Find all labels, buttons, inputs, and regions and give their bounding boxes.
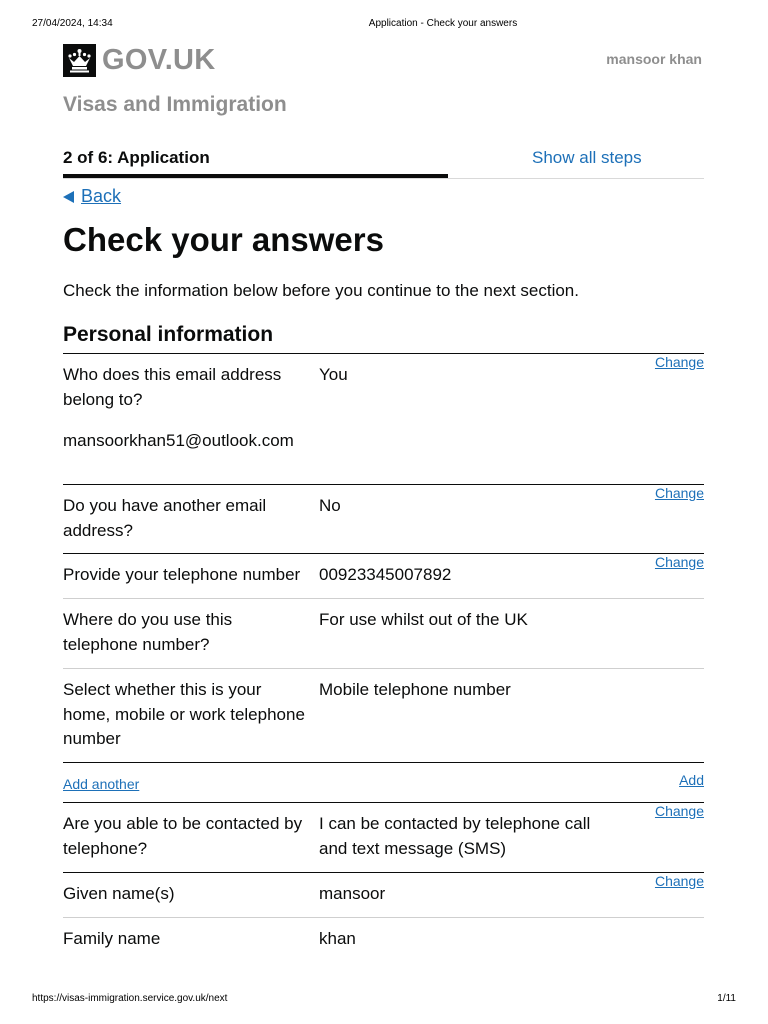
progress-bar [63,174,448,178]
page-intro: Check the information below before you continue to the next section. [63,281,579,300]
print-timestamp: 27/04/2024, 14:34 [32,18,113,29]
page-title: Check your answers [63,221,384,258]
back-link-label: Back [81,186,122,206]
show-all-steps-link[interactable]: Show all steps [532,148,642,167]
change-link[interactable]: Change [654,485,704,501]
summary-row-telephone [63,553,704,598]
summary-row-add-another [63,762,704,802]
summary-value: You [319,365,348,384]
summary-value: Mobile telephone number [319,680,511,699]
summary-list [63,353,704,962]
change-link[interactable]: Change [654,873,704,889]
step-indicator: 2 of 6: Application [63,148,210,167]
summary-key: Are you able to be contacted by telephone? [63,814,303,858]
summary-value: I can be contacted by telephone call and text message (SMS) [319,814,591,858]
summary-row-another-email [63,484,704,553]
summary-key: Where do you use this telephone number? [63,610,233,654]
user-name[interactable]: mansoor khan [606,51,702,67]
summary-row-family-name [63,917,704,962]
back-link[interactable] [63,186,121,207]
print-page-number: 1/11 [717,993,736,1004]
summary-row-email-owner [63,353,704,484]
summary-key: Select whether this is your home, mobile or work telephone number [63,680,305,748]
summary-key: Provide your telephone number [63,565,301,584]
summary-value: khan [319,929,356,948]
print-page-title: Application - Check your answers [368,18,518,29]
print-header [0,18,768,32]
summary-key: Do you have another email address? [63,496,267,540]
summary-value: For use whilst out of the UK [319,610,528,629]
add-another-link[interactable]: Add another [63,776,140,792]
summary-email-value: mansoorkhan51@outlook.com [63,431,294,450]
back-arrow-icon [63,191,74,203]
crown-icon [63,44,96,77]
change-link[interactable]: Change [654,554,704,570]
summary-value: No [319,496,341,515]
add-link[interactable]: Add [679,772,704,788]
summary-row-contact-by-telephone [63,802,704,872]
change-link[interactable]: Change [654,803,704,819]
summary-row-telephone-use [63,598,704,668]
summary-row-telephone-type [63,668,704,762]
summary-key: Given name(s) [63,884,175,903]
summary-key: Who does this email address belong to? [63,365,282,409]
section-title: Personal information [63,323,274,346]
summary-key: Family name [63,929,161,948]
govuk-logo[interactable] [63,44,216,77]
change-link[interactable]: Change [654,354,704,370]
summary-value: mansoor [319,884,386,903]
print-url: https://visas-immigration.service.gov.uk/next [32,993,228,1004]
service-name[interactable]: Visas and Immigration [63,93,287,116]
govuk-logo-text: GOV.UK [102,44,216,76]
summary-value: 00923345007892 [319,565,452,584]
progress-track [63,178,704,179]
summary-row-given-name [63,872,704,917]
